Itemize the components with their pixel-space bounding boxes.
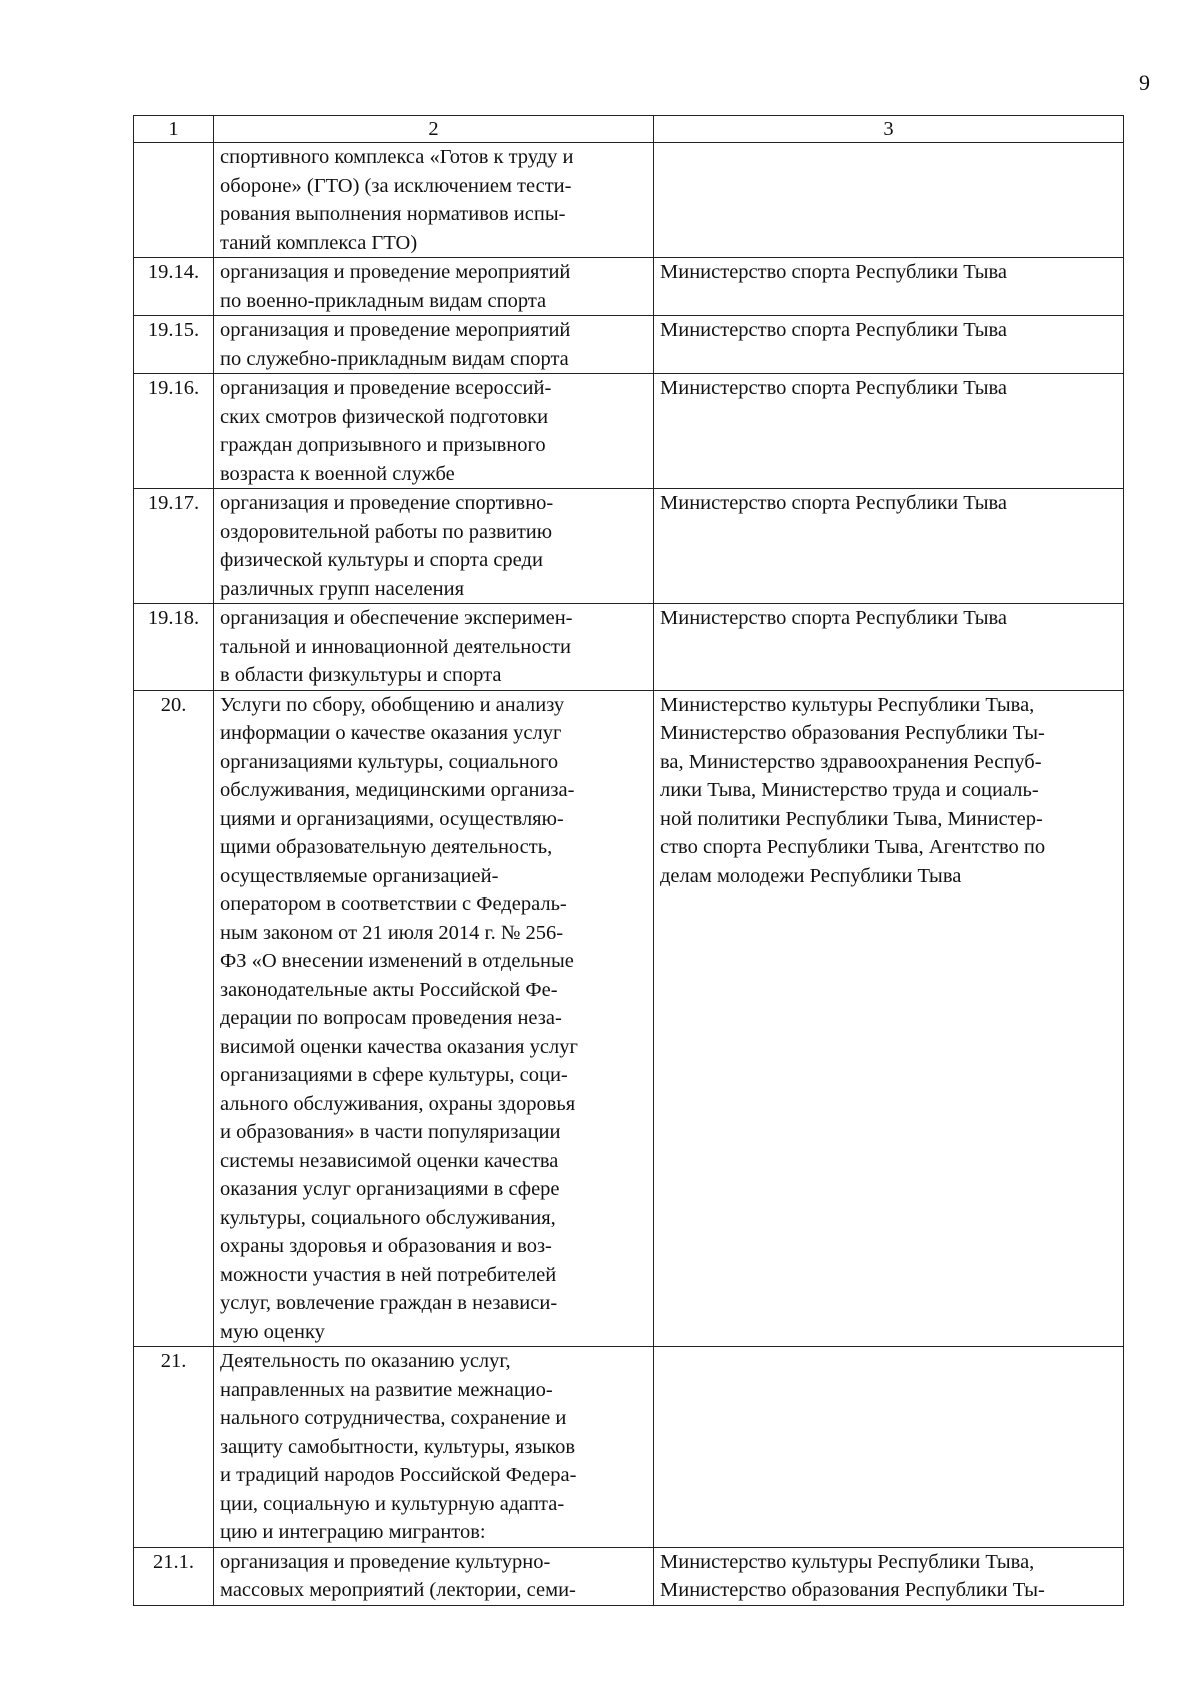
row-number	[134, 143, 214, 258]
table-row	[134, 316, 1124, 374]
table-row	[134, 143, 1124, 258]
executor-line: делам молодежи Республики Тыва	[660, 864, 962, 887]
row-description	[214, 604, 654, 691]
column-header-2: 2	[214, 116, 654, 143]
description-line: Деятельность по оказанию услуг,	[220, 1350, 511, 1372]
description-line: организация и проведение культурно-	[220, 1550, 551, 1573]
row-number: 21.1.	[134, 1547, 214, 1605]
executor-line: ва, Министерство здравоохранения Респуб-	[660, 750, 1042, 773]
table-body	[134, 143, 1124, 1606]
executor-line: лики Тыва, Министерство труда и социаль-	[660, 779, 1039, 801]
description-line: массовых мероприятий (лектории, семи-	[220, 1579, 576, 1601]
table-row	[134, 1547, 1124, 1605]
description-line: организация и проведение мероприятий	[220, 261, 571, 283]
table-row	[134, 489, 1124, 604]
description-line: организация и проведение всероссий-	[220, 377, 552, 399]
table-row	[134, 374, 1124, 489]
row-executor	[654, 316, 1124, 374]
description-line: нального сотрудничества, сохранение и	[220, 1407, 567, 1429]
executor-line: Министерство спорта Республики Тыва	[660, 492, 1007, 514]
description-line: информации о качестве оказания услуг	[220, 722, 562, 744]
description-line: цию и интеграцию мигрантов:	[220, 1521, 486, 1543]
row-executor	[654, 604, 1124, 691]
executor-line: ство спорта Республики Тыва, Агентство по	[660, 836, 1046, 858]
description-line: оказания услуг организациями в сфере	[220, 1178, 560, 1200]
row-executor	[654, 143, 1124, 258]
description-line: охраны здоровья и образования и воз-	[220, 1235, 552, 1257]
description-line: Услуги по сбору, обобщению и анализу	[220, 693, 565, 716]
row-number: 20.	[134, 690, 214, 1347]
row-description	[214, 1347, 654, 1548]
description-line: возраста к военной службе	[220, 462, 455, 485]
column-header-1: 1	[134, 116, 214, 143]
table-row	[134, 604, 1124, 691]
description-line: обороне» (ГТО) (за исключением тести-	[220, 174, 572, 197]
table-row	[134, 690, 1124, 1347]
description-line: в области физкультуры и спорта	[220, 664, 502, 686]
row-executor	[654, 690, 1124, 1347]
column-header-3: 3	[654, 116, 1124, 143]
description-line: обслуживания, медицинскими организа-	[220, 779, 575, 801]
description-line: циями и организациями, осуществляю-	[220, 807, 564, 830]
row-description	[214, 690, 654, 1347]
description-line: рования выполнения нормативов испы-	[220, 203, 566, 225]
description-line: ции, социальную и культурную адапта-	[220, 1492, 565, 1515]
description-line: осуществляемые организацией-	[220, 864, 499, 887]
description-line: дерации по вопросам проведения неза-	[220, 1007, 562, 1029]
description-line: тальной и инновационной деятельности	[220, 635, 571, 658]
row-description	[214, 316, 654, 374]
executor-line: Министерство спорта Республики Тыва	[660, 319, 1007, 341]
executor-line: Министерство культуры Республики Тыва,	[660, 693, 1035, 716]
row-executor	[654, 1347, 1124, 1548]
description-line: организация и обеспечение эксперимен-	[220, 607, 573, 629]
row-executor	[654, 374, 1124, 489]
executor-line: Министерство образования Республики Ты-	[660, 1579, 1045, 1601]
description-line: оздоровительной работы по развитию	[220, 520, 553, 543]
executor-line: Министерство спорта Республики Тыва	[660, 377, 1007, 399]
description-line: системы независимой оценки качества	[220, 1149, 559, 1172]
description-line: культуры, социального обслуживания,	[220, 1206, 556, 1229]
executor-line: Министерство спорта Республики Тыва	[660, 261, 1007, 283]
row-number: 19.15.	[134, 316, 214, 374]
description-line: оператором в соответствии с Федераль-	[220, 893, 567, 915]
page-number: 9	[1139, 70, 1150, 95]
table-header-row	[134, 116, 1124, 143]
description-line: защиту самобытности, культуры, языков	[220, 1435, 576, 1458]
description-line: организациями в сфере культуры, соци-	[220, 1064, 568, 1086]
description-line: граждан допризывного и призывного	[220, 434, 546, 456]
row-description	[214, 374, 654, 489]
description-line: различных групп населения	[220, 577, 464, 600]
description-line: и образования» в части популяризации	[220, 1121, 561, 1143]
row-number: 21.	[134, 1347, 214, 1548]
description-line: физической культуры и спорта среди	[220, 549, 543, 571]
table-row	[134, 1347, 1124, 1548]
row-number: 19.18.	[134, 604, 214, 691]
row-executor	[654, 489, 1124, 604]
description-line: щими образовательную деятельность,	[220, 836, 553, 858]
row-executor	[654, 1547, 1124, 1605]
description-line: организация и проведение мероприятий	[220, 319, 571, 341]
description-line: и традиций народов Российской Федера-	[220, 1464, 577, 1486]
row-description	[214, 489, 654, 604]
description-line: ального обслуживания, охраны здоровья	[220, 1092, 576, 1115]
description-line: по военно-прикладным видам спорта	[220, 289, 547, 312]
description-line: ских смотров физической подготовки	[220, 405, 549, 428]
description-line: организация и проведение спортивно-	[220, 492, 554, 514]
row-number: 19.17.	[134, 489, 214, 604]
description-line: по служебно-прикладным видам спорта	[220, 347, 569, 370]
description-line: ФЗ «О внесении изменений в отдельные	[220, 950, 574, 972]
table-row	[134, 258, 1124, 316]
description-line: законодательные акты Российской Фе-	[220, 978, 558, 1001]
row-number: 19.16.	[134, 374, 214, 489]
executor-line: Министерство культуры Республики Тыва,	[660, 1550, 1035, 1573]
description-line: таний комплекса ГТО)	[220, 231, 418, 254]
description-line: организациями культуры, социального	[220, 750, 559, 773]
row-description	[214, 1547, 654, 1605]
row-executor	[654, 258, 1124, 316]
description-line: ным законом от 21 июля 2014 г. № 256-	[220, 921, 564, 944]
description-line: услуг, вовлечение граждан в независи-	[220, 1292, 558, 1314]
executor-line: ной политики Республики Тыва, Министер-	[660, 807, 1043, 830]
description-line: мую оценку	[220, 1320, 325, 1343]
executor-line: Министерство образования Республики Ты-	[660, 722, 1045, 744]
description-line: висимой оценки качества оказания услуг	[220, 1035, 578, 1058]
description-line: направленных на развитие межнацио-	[220, 1378, 553, 1401]
row-description	[214, 258, 654, 316]
executor-line: Министерство спорта Республики Тыва	[660, 607, 1007, 629]
description-line: можности участия в ней потребителей	[220, 1263, 557, 1286]
description-line: спортивного комплекса «Готов к труду и	[220, 146, 574, 168]
row-number: 19.14.	[134, 258, 214, 316]
services-table	[133, 115, 1124, 1606]
row-description	[214, 143, 654, 258]
